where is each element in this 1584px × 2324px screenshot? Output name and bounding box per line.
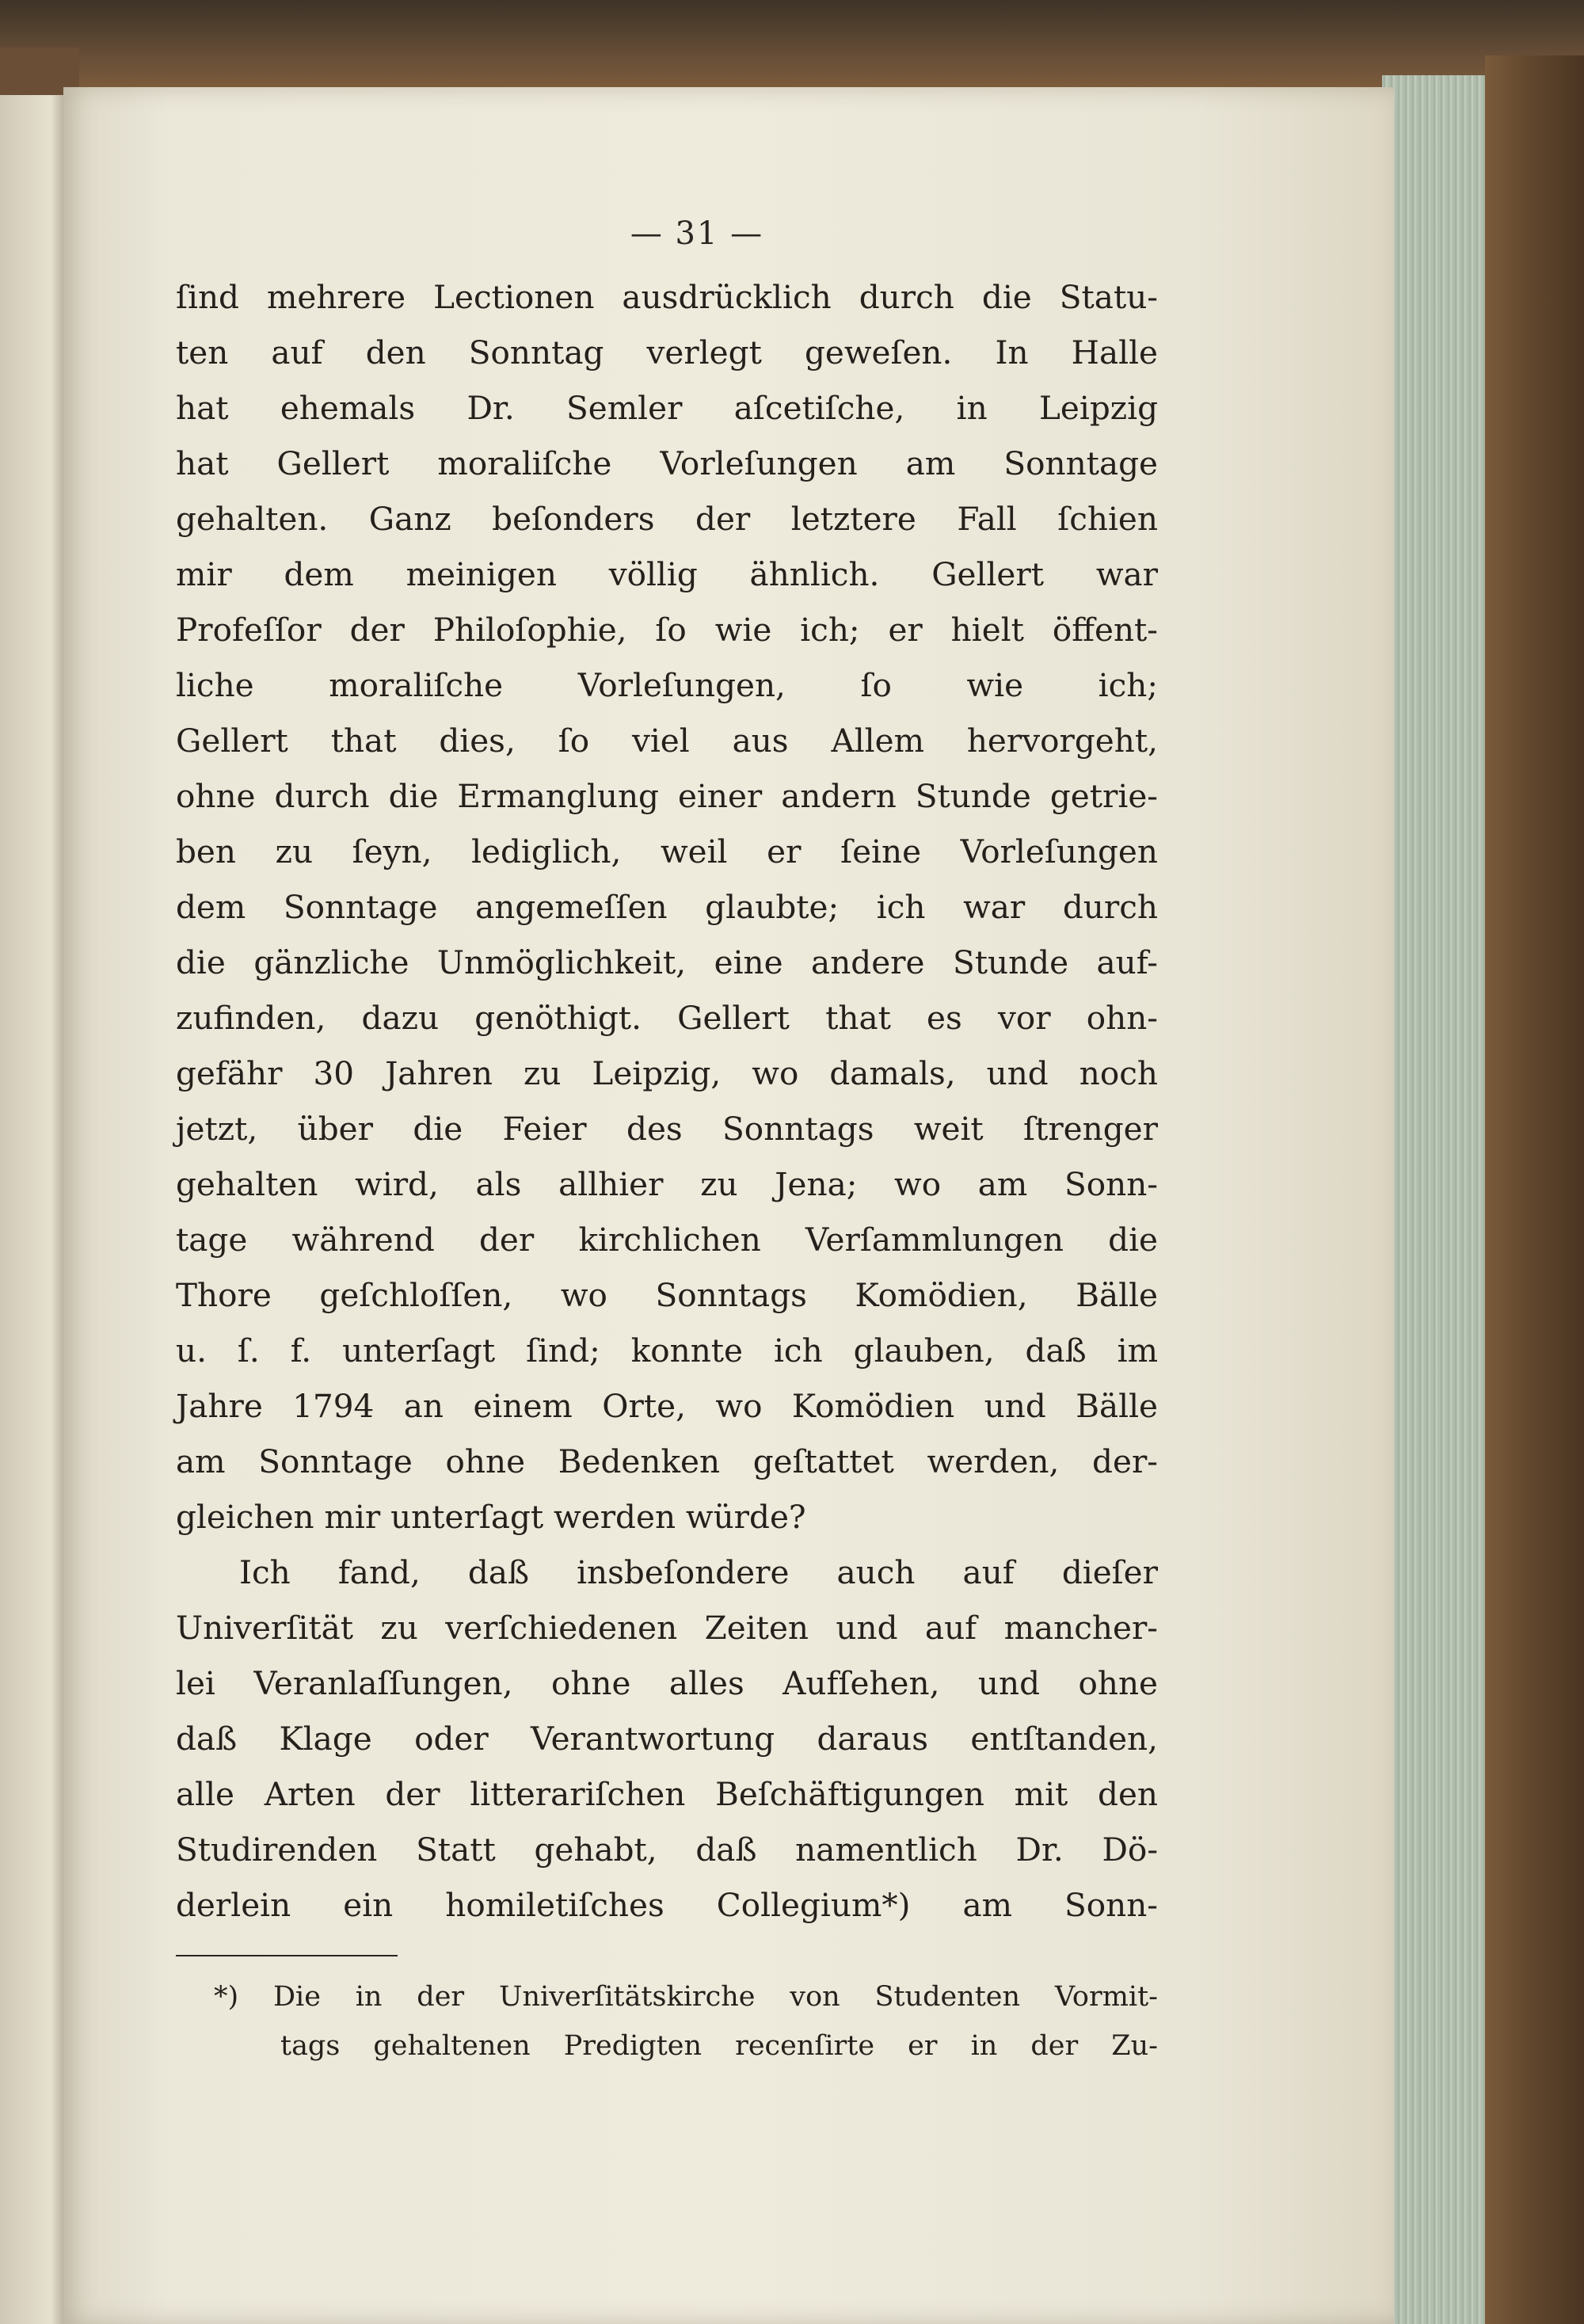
text-line: Univerſität zu verſchiedenen Zeiten und auf mancher- <box>176 1609 1158 1647</box>
text-line: gehalten wird, als allhier zu Jena; wo am Sonn- <box>176 1165 1158 1203</box>
text-line: tage während der kirchlichen Verſammlungen die <box>176 1221 1158 1259</box>
text-line: gefähr 30 Jahren zu Leipzig, wo damals, und noch <box>176 1054 1158 1092</box>
text-line: ben zu ſeyn, lediglich, weil er ſeine Vorleſungen <box>176 832 1158 871</box>
footnote <box>214 1972 1158 2071</box>
text-line: liche moraliſche Vorleſungen, ſo wie ich; <box>176 666 1158 704</box>
text-line: dem Sonntage angemeſſen glaubte; ich war durch <box>176 888 1158 926</box>
text-line: ten auf den Sonntag verlegt geweſen. In Halle <box>176 333 1158 371</box>
text-line: hat Gellert moraliſche Vorleſungen am Sonntage <box>176 444 1158 482</box>
page-edges-stack <box>1382 75 1493 2324</box>
text-line: u. ſ. f. unterſagt ſind; konnte ich glauben, daß im <box>176 1332 1158 1370</box>
footnote-line: *) Die in der Univerſitätskirche von Studenten Vormit- <box>214 1981 1158 2013</box>
text-line: lei Veranlaſſungen, ohne alles Aufſehen, und ohne <box>176 1664 1158 1702</box>
page-header: — 31 — <box>630 215 764 252</box>
facing-page-edge <box>0 95 63 2324</box>
text-line: ſind mehrere Lectionen ausdrücklich durch die Statu- <box>176 278 1158 316</box>
text-line: Profeſſor der Philoſophie, ſo wie ich; er hielt öffent- <box>176 611 1158 649</box>
text-line: am Sonntage ohne Bedenken geſtattet werden, der- <box>176 1442 1158 1480</box>
text-line: zufinden, dazu genöthigt. Gellert that es vor ohn- <box>176 999 1158 1037</box>
main-text <box>176 269 1158 1933</box>
book-cover-right <box>1485 55 1584 2324</box>
text-line: Studirenden Statt gehabt, daß namentlich Dr. Dö- <box>176 1831 1158 1869</box>
text-line: gleichen mir unterſagt werden würde? <box>176 1498 806 1536</box>
text-line: ohne durch die Ermanglung einer andern Stunde getrie- <box>176 777 1158 815</box>
text-line: die gänzliche Unmöglichkeit, eine andere Stunde auf- <box>176 943 1158 981</box>
footnote-divider <box>176 1955 398 1956</box>
text-line: Jahre 1794 an einem Orte, wo Komödien und Bälle <box>176 1387 1158 1425</box>
text-line: derlein ein homiletiſches Collegium*) am Sonn- <box>176 1886 1158 1924</box>
text-line: Ich fand, daß insbeſondere auch auf dieſer <box>239 1553 1158 1591</box>
text-line: jetzt, über die Feier des Sonntags weit ſtrenger <box>176 1110 1158 1148</box>
text-line: Thore geſchloſſen, wo Sonntags Komödien, Bälle <box>176 1276 1158 1314</box>
footnote-line: tags gehaltenen Predigten recenſirte er in der Zu- <box>280 2030 1158 2062</box>
text-line: Gellert that dies, ſo viel aus Allem hervorgeht, <box>176 722 1158 760</box>
text-line: gehalten. Ganz beſonders der letztere Fall ſchien <box>176 500 1158 538</box>
text-line: daß Klage oder Verantwortung daraus entſtanden, <box>176 1720 1158 1758</box>
text-line: mir dem meinigen völlig ähnlich. Gellert war <box>176 555 1158 593</box>
book-cover-top <box>0 0 1584 87</box>
text-line: hat ehemals Dr. Semler aſcetiſche, in Leipzig <box>176 389 1158 427</box>
text-line: alle Arten der litterariſchen Beſchäftigungen mit den <box>176 1775 1158 1813</box>
